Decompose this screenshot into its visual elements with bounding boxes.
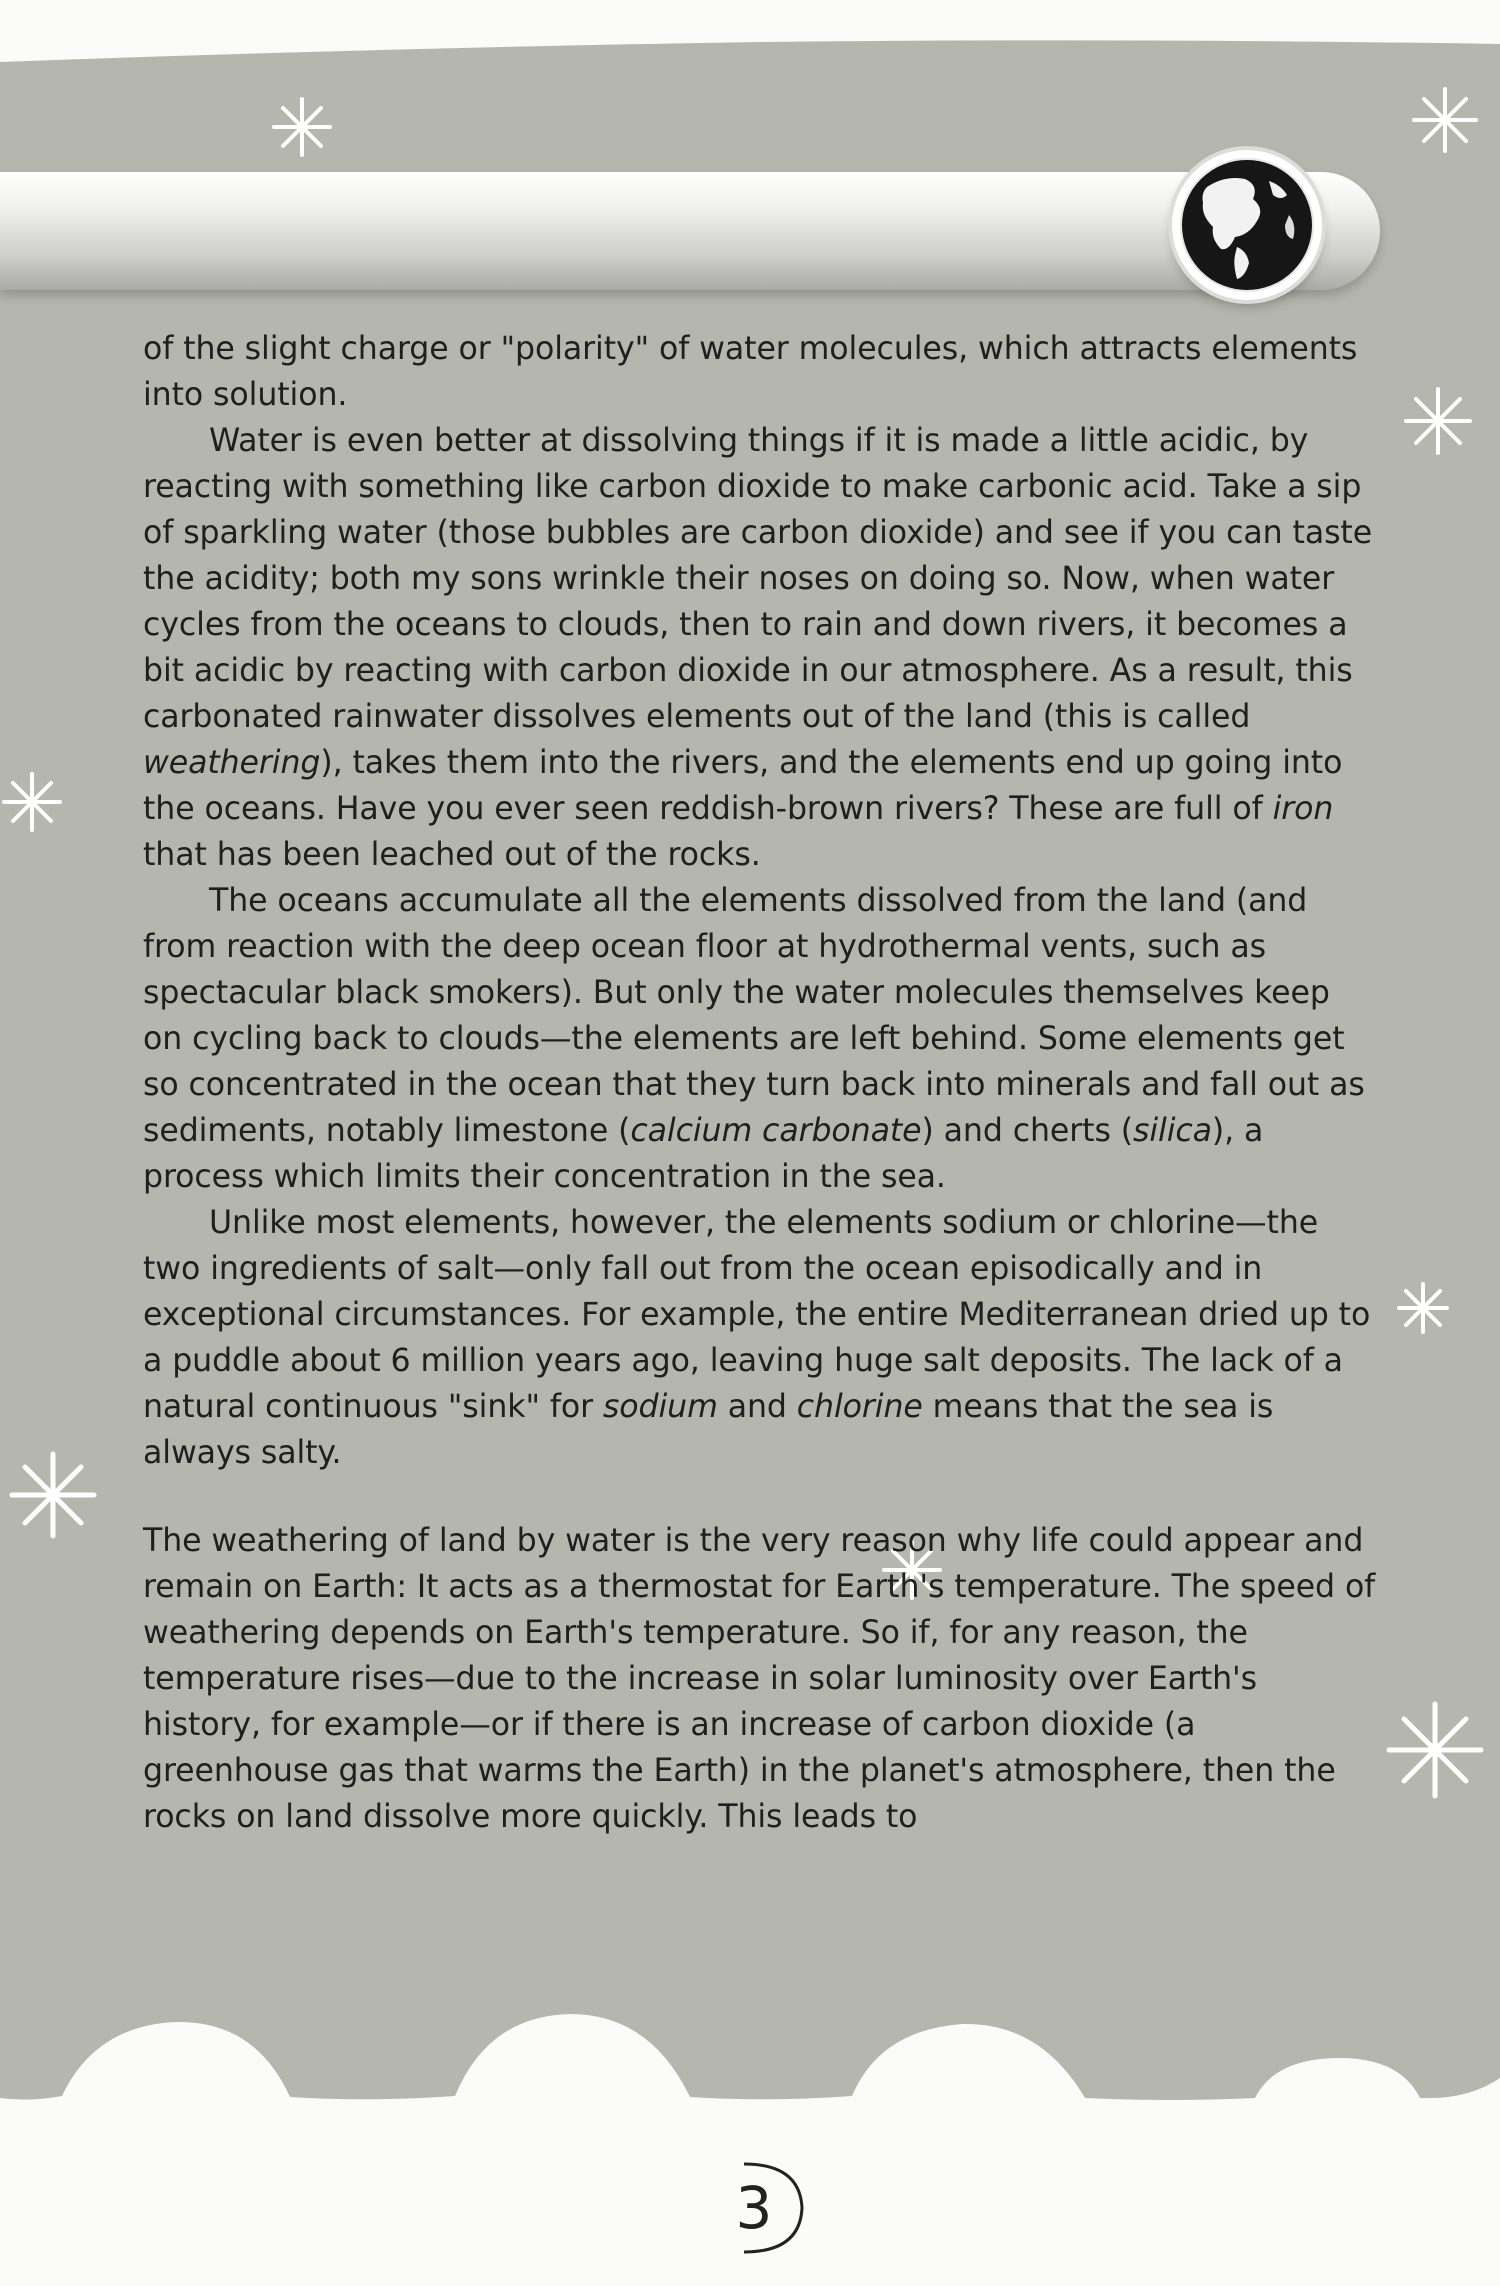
sparkle-star-icon (1402, 385, 1474, 457)
paragraph: of the slight charge or "polarity" of water molecules, which attracts elements into solution. (143, 331, 1358, 413)
sparkle-star-icon (1395, 1280, 1451, 1336)
paragraph: Unlike most elements, however, the elements sodium or chlorine—the two ingredients of salt—only fall out from the ocean episodically and in exceptional circumstances. For example, the entire Mediterranean dried up to a puddle about 6 million years ago, leaving huge salt deposits. The lack of a natural continuous "sink" for sodium and chlorine means that the sea is always salty. (143, 1205, 1371, 1471)
paragraph: The oceans accumulate all the elements dissolved from the land (and from reaction with the deep ocean floor at hydrothermal vents, such as spectacular black smokers). But only the water molecules themselves keep on cycling back to clouds—the elements are left behind. Some elements get so concentrated in the ocean that they turn back into minerals and fall out as sediments, notably limestone (calcium carbonate) and cherts (silica), a process which limits their concentration in the sea. (143, 883, 1365, 1195)
globe-icon (1172, 150, 1322, 300)
paragraph: Water is even better at dissolving things if it is made a little acidic, by reacting with something like carbon dioxide to make carbonic acid. Take a sip of sparkling water (those bubbles are carbon dioxide) and see if you can taste the acidity; both my sons wrinkle their noses on doing so. Now, when water cycles from the oceans to clouds, then to rain and down rivers, it becomes a bit acidic by reacting with carbon dioxide in our atmosphere. As a result, this carbonated rainwater dissolves elements out of the land (this is called weathering), takes them into the rivers, and the elements end up going into the oceans. Have you ever seen reddish-brown rivers? These are full of iron that has been leached out of the rocks. (143, 423, 1373, 873)
sparkle-star-icon (0, 770, 64, 834)
body-text (143, 326, 1378, 1840)
page-number (704, 2158, 822, 2258)
sparkle-star-icon (270, 95, 334, 159)
sparkle-star-icon (1385, 1700, 1485, 1800)
page-number-text: 3 (735, 2174, 773, 2242)
sparkle-star-icon (1410, 85, 1480, 155)
sparkle-star-icon (8, 1450, 98, 1540)
paragraph: The weathering of land by water is the very reason why life could appear and remain on Earth: It acts as a thermostat for Earth's temperature. The speed of weathering depends on Earth's temperature. So if, for any reason, the temperature rises—due to the increase in solar luminosity over Earth's history, for example—or if there is an increase of carbon dioxide (a greenhouse gas that warms the Earth) in the planet's atmosphere, then the rocks on land dissolve more quickly. This leads to (143, 1523, 1376, 1835)
